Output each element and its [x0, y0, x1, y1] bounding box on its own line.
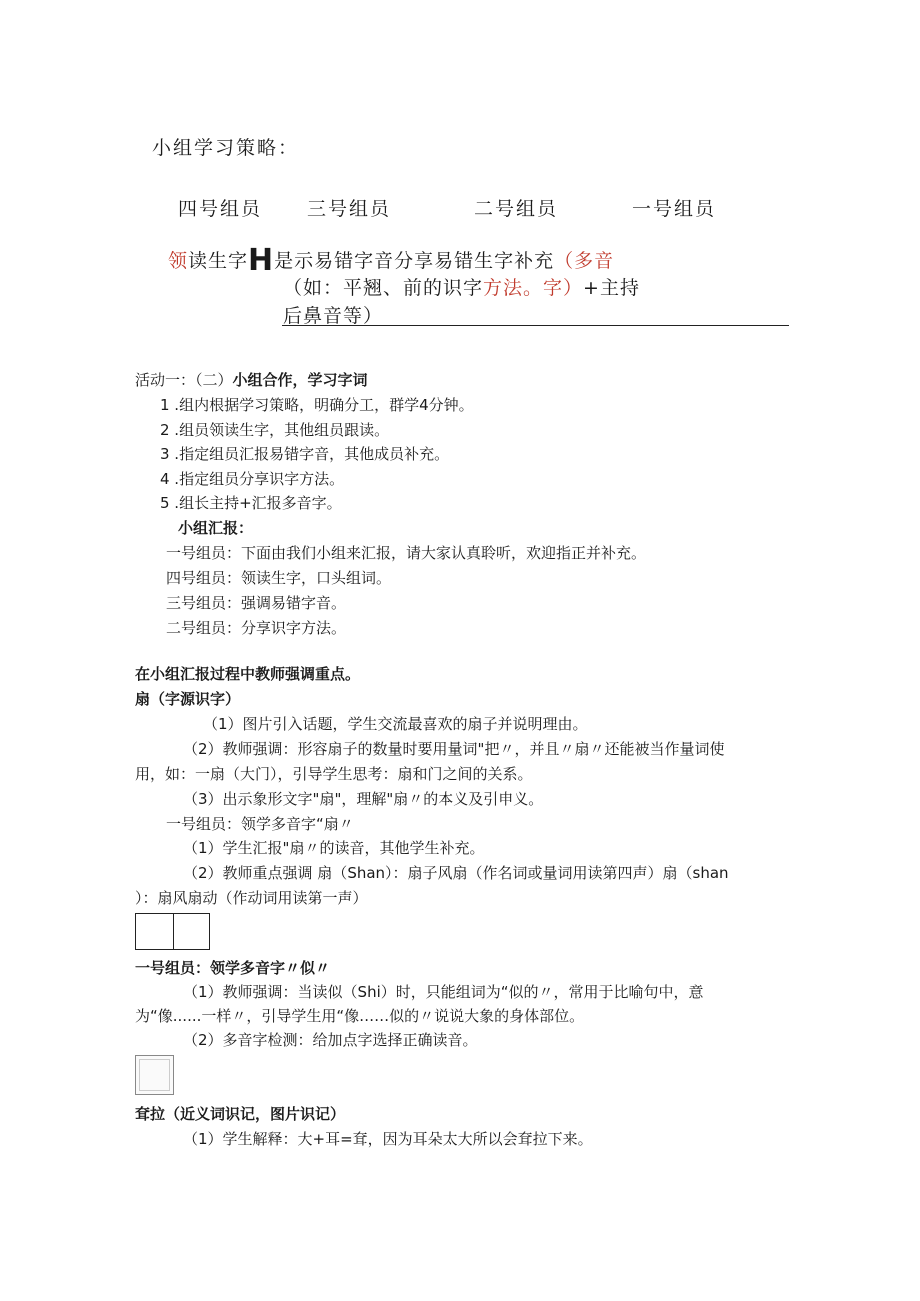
activity-step: 2 .组员领读生字，其他组员跟读。: [160, 421, 390, 439]
si-item: （1）教师强调：当读似（Shi）时，只能组词为“似的〃，常用于比喻句中，意: [183, 983, 704, 1001]
report-line: 三号组员：强调易错字音。: [166, 594, 347, 612]
example-text: （如：平翘、前的识字: [283, 277, 484, 299]
shan-title: 扇（字源识字）: [135, 690, 241, 708]
shan-member: 一号组员：领学多音字“扇〃: [166, 815, 354, 833]
activity-heading-bold: 小组合作，学习字词: [232, 371, 368, 389]
activity-step: 4 .指定组员分享识字方法。: [160, 470, 345, 488]
writing-grid: [135, 913, 210, 950]
dala-item: （1）学生解释：大+耳=耷，因为耳朵太大所以会耷拉下来。: [183, 1130, 593, 1148]
method-text: 方法。字）: [483, 277, 584, 299]
shan-item: （2）教师强调：形容扇子的数量时要用量词"把〃，并且〃扇〃还能被当作量词使: [183, 740, 725, 758]
report-line: 一号组员：下面由我们小组来汇报，请大家认真聆听，欢迎指正并补充。: [166, 544, 647, 562]
si-item-cont: 为“像......一样〃，引导学生用“像……似的〃说说大象的身体部位。: [135, 1007, 585, 1025]
host-text: +主持: [583, 277, 640, 299]
shan-item-cont: 用，如：一扇（大门），引导学生思考：扇和门之间的关系。: [135, 765, 533, 783]
image-placeholder: [135, 1055, 174, 1095]
strategy-title: 小组学习策略：: [152, 137, 300, 159]
member-one: 一号组员: [632, 198, 717, 220]
member-two: 二号组员: [474, 198, 559, 220]
polyphone-text: （多音: [554, 250, 615, 272]
report-title: 小组汇报：: [178, 519, 254, 537]
report-line: 二号组员：分享识字方法。: [166, 619, 347, 637]
shan-member-item-cont: ）：扇风扇动（作动词用读第一声）: [135, 889, 368, 907]
si-title: 一号组员：领学多音字〃似〃: [135, 959, 331, 977]
shan-item: （3）出示象形文字"扇"，理解"扇〃的本义及引申义。: [183, 790, 544, 808]
si-item: （2）多音字检测：给加点字选择正确读音。: [183, 1031, 478, 1049]
shan-member-item: （1）学生汇报"扇〃的读音，其他学生补充。: [183, 839, 485, 857]
dala-title: 耷拉（近义词识记，图片识记）: [135, 1105, 346, 1123]
strategy-row-2: [283, 273, 640, 300]
read-text: 读生字: [188, 250, 249, 272]
shan-item: （1）图片引入话题，学生交流最喜欢的扇子并说明理由。: [203, 715, 588, 733]
tasks-text: 是示易错字音分享易错生字补充: [274, 250, 555, 272]
report-line: 四号组员：领读生字，口头组词。: [166, 569, 392, 587]
shan-member-item: （2）教师重点强调 扇（Shan）：扇子风扇（作名词或量词用读第四声）扇（shan: [183, 864, 729, 882]
activity-heading: [135, 369, 368, 390]
activity-step: 3 .指定组员汇报易错字音，其他成员补充。: [160, 445, 450, 463]
lead-char: 领: [168, 250, 189, 272]
teacher-emphasis: 在小组汇报过程中教师强调重点。: [135, 665, 361, 683]
activity-step: 5 .组长主持+汇报多音字。: [160, 494, 342, 512]
activity-heading-prefix: 活动一：（二）: [135, 371, 233, 389]
divider-line: [282, 325, 789, 326]
activity-step: 1 .组内根据学习策略，明确分工，群学4分钟。: [160, 396, 474, 414]
strategy-row-3: 后鼻音等）: [283, 305, 384, 327]
h-glyph: H: [248, 243, 275, 278]
member-three: 三号组员: [307, 198, 392, 220]
member-four: 四号组员: [178, 198, 263, 220]
